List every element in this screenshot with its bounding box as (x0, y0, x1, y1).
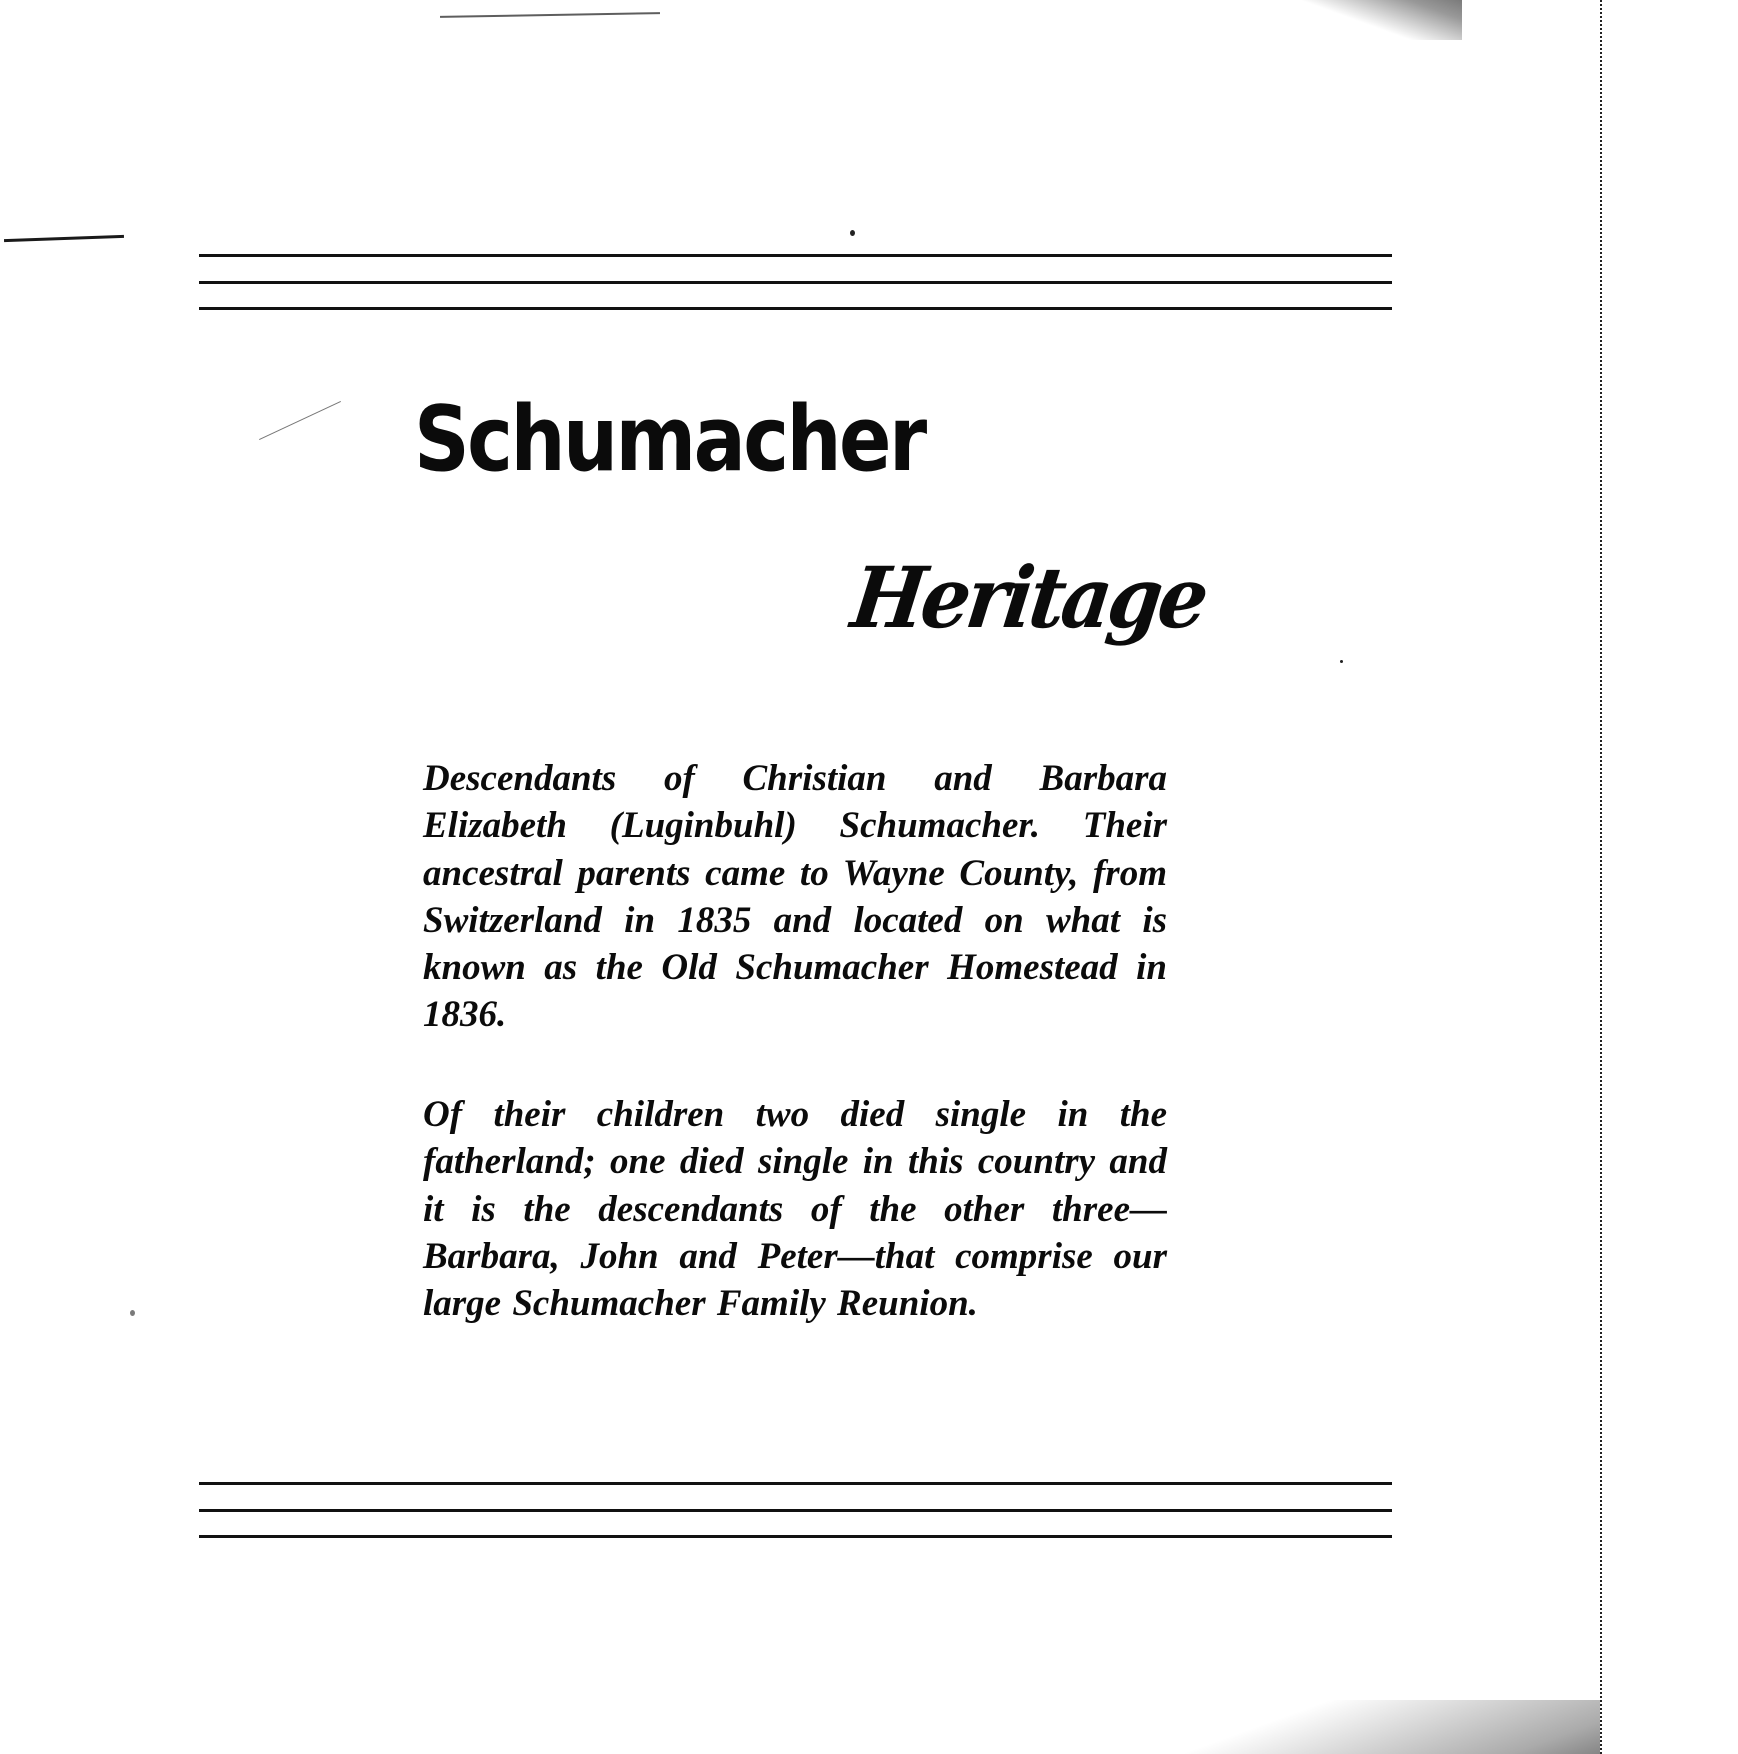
rule-line (199, 1535, 1392, 1538)
scan-mark-top (440, 12, 660, 18)
scan-speck (850, 230, 855, 236)
scan-speck (1340, 660, 1343, 663)
rule-line (199, 1482, 1392, 1485)
scan-mark-diagonal (259, 401, 341, 440)
bottom-rules (199, 1480, 1392, 1540)
rule-line (199, 281, 1392, 284)
top-rules (199, 252, 1392, 312)
scan-background (1602, 0, 1738, 1754)
rule-line (199, 1509, 1392, 1512)
page-subtitle: Heritage (846, 548, 1211, 647)
scan-speck (130, 1310, 135, 1316)
rule-line (199, 307, 1392, 310)
paragraph-descendants: Of their children two died single in the fatherland; one died single in this country and it is the descendants of the other three—Barbara, John and Peter—that comprise our large Schumacher Family Reunion. (423, 1094, 1167, 1325)
scan-mark-left (4, 235, 124, 242)
scan-shadow-top-right (1302, 0, 1462, 40)
scan-shadow-bottom-right (1150, 1700, 1600, 1754)
paragraph-ancestry: Descendants of Christian and Barbara Elizabeth (Luginbuhl) Schumacher. Their ancestral parents came to Wayne County, from Switzerland in 1835 and located on what is known as the Old Schumacher Homestead in 1836. (423, 758, 1167, 1036)
page-title: Schumacher (414, 387, 925, 492)
rule-line (199, 254, 1392, 257)
